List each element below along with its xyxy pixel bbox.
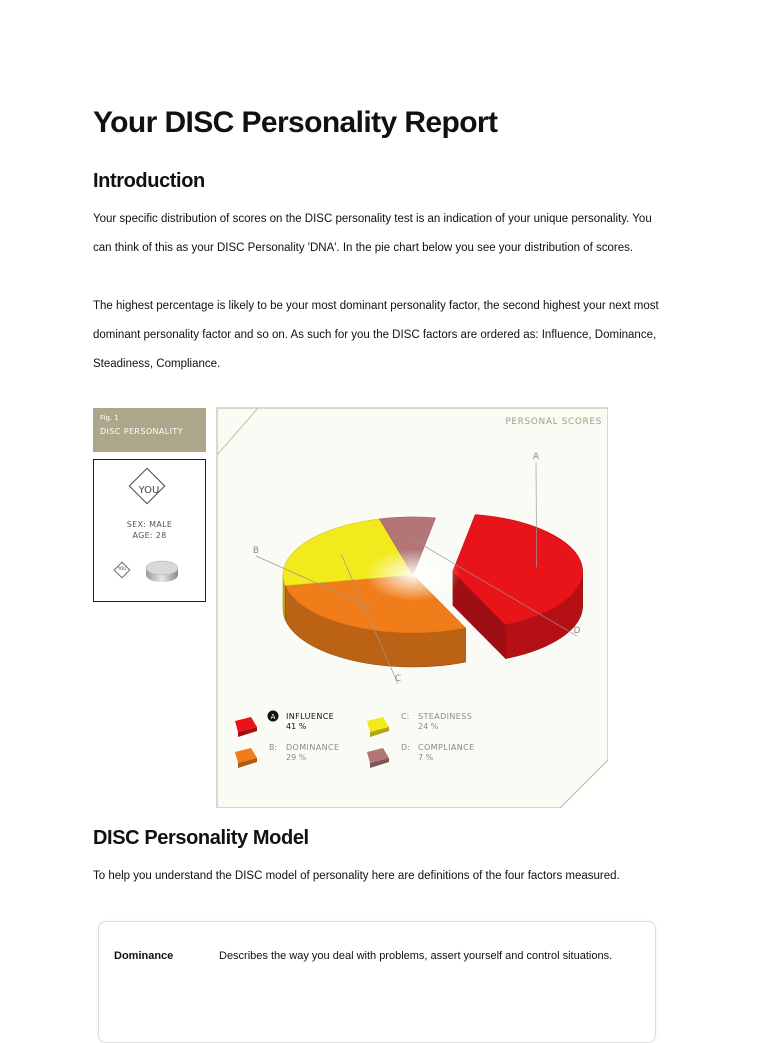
legend-value-steadiness: 24 % bbox=[418, 722, 439, 731]
definition-card bbox=[98, 921, 656, 1043]
intro-paragraph-1: Your specific distribution of scores on the DISC personality test is an indication of your unique personality. You can think of this as your DISC Personality 'DNA'. In the pie chart below you see your distribution of scores. bbox=[93, 213, 652, 254]
model-paragraph: To help you understand the DISC model of personality here are definitions of the four factors measured. bbox=[93, 870, 620, 882]
definition-term: Dominance bbox=[114, 950, 174, 962]
legend-value-compliance: 7 % bbox=[418, 753, 434, 762]
legend-letter-a: A bbox=[270, 713, 276, 721]
legend-name-influence: INFLUENCE bbox=[286, 712, 335, 721]
definition-text: Describes the way you deal with problems, assert yourself and control situations. bbox=[219, 950, 613, 962]
legend-letter-c: C: bbox=[401, 712, 410, 721]
introduction-heading: Introduction bbox=[93, 170, 205, 192]
legend-value-influence: 41 % bbox=[286, 722, 307, 731]
model-heading: DISC Personality Model bbox=[93, 827, 309, 849]
figure-label: DISC PERSONALITY bbox=[100, 427, 183, 436]
pie-chart bbox=[93, 405, 608, 808]
panel-title: PERSONAL SCORES bbox=[505, 417, 602, 427]
sex-label: SEX: MALE bbox=[126, 520, 173, 529]
age-label: AGE: 28 bbox=[132, 531, 167, 540]
figure-number: Fig. 1 bbox=[100, 414, 119, 422]
mini-you-label: YOU bbox=[117, 566, 127, 571]
legend-name-compliance: COMPLIANCE bbox=[418, 743, 475, 752]
legend-letter-b: B: bbox=[269, 743, 278, 752]
you-label: YOU bbox=[138, 485, 160, 496]
slice-letter-b: B bbox=[252, 546, 260, 556]
pie-center-glow bbox=[365, 549, 461, 601]
legend-name-steadiness: STEADINESS bbox=[418, 712, 473, 721]
slice-letter-c: C bbox=[394, 674, 402, 684]
slice-letter-a: A bbox=[532, 452, 540, 462]
intro-paragraph-2: The highest percentage is likely to be your most dominant personality factor, the second highest your next most dominant personality factor and so on. As such for you the DISC factors are ordered as: Influence, Dominance, Steadiness, Compliance. bbox=[93, 300, 659, 370]
legend-name-dominance: DOMINANCE bbox=[286, 743, 340, 752]
slice-letter-d: D bbox=[573, 626, 581, 636]
pie-chart-panel bbox=[93, 405, 608, 808]
legend-letter-d: D: bbox=[401, 743, 410, 752]
legend-value-dominance: 29 % bbox=[286, 753, 307, 762]
page-title: Your DISC Personality Report bbox=[93, 106, 498, 139]
